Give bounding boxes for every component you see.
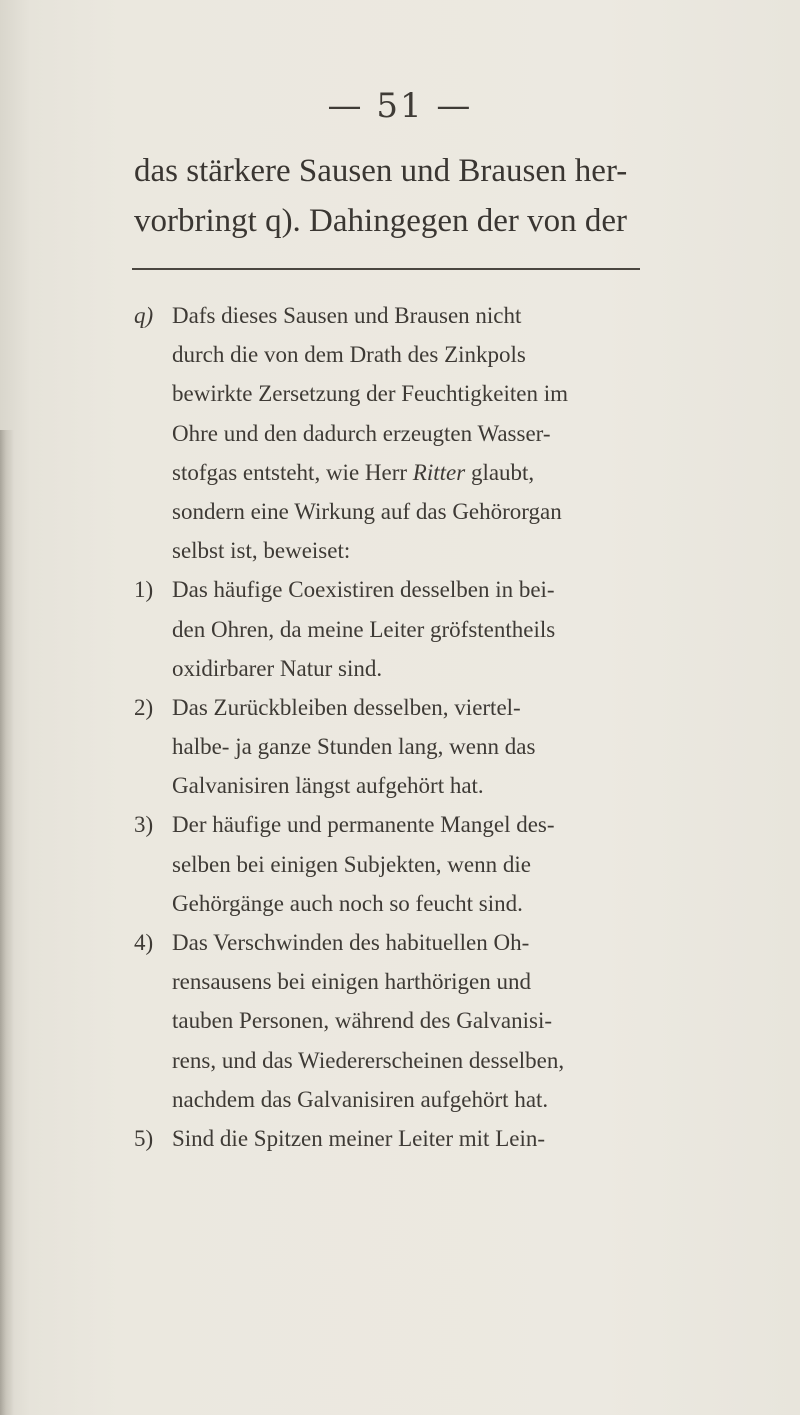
footnote-list-item <box>134 688 674 727</box>
footnote-continuation-line: selben bei einigen Subjekten, wenn die <box>172 851 531 877</box>
footnote-text: glaubt, <box>465 459 535 485</box>
footnote-marker: q) <box>134 303 154 328</box>
footnote-marker: 3) <box>134 812 154 838</box>
footnote-marker: 2) <box>134 694 154 720</box>
footnote-first-line <box>134 296 674 335</box>
footnote-separator-rule <box>132 268 640 270</box>
footnote-list-item <box>134 923 674 962</box>
footnote-continuation-line: Gehörgänge auch noch so feucht sind. <box>172 890 523 916</box>
footnote-text: Das Zurückbleiben desselben, viertel- <box>172 694 521 720</box>
footnote-continuation-line <box>134 453 674 492</box>
main-text-line: das stärkere Sausen und Brausen her- <box>134 153 628 189</box>
footnote-continuation-line: Galvanisiren längst aufgehört hat. <box>172 773 484 799</box>
footnote-text: Das häufige Coexistiren desselben in bei- <box>172 577 555 603</box>
footnote-list-item <box>134 805 674 844</box>
footnote-continuation-line: halbe- ja ganze Stunden lang, wenn das <box>172 734 536 760</box>
footnote-text: Der häufige und permanente Mangel des- <box>172 812 555 838</box>
main-text-line: vorbringt q). Dahingegen der von der <box>134 203 628 239</box>
footnote-continuation-line: tauben Personen, während des Galvanisi- <box>172 1008 553 1034</box>
footnote-continuation-line: oxidirbarer Natur sind. <box>172 655 383 681</box>
footnote-continuation-line: durch die von dem Drath des Zinkpols <box>172 342 526 368</box>
footnote-marker: 4) <box>134 930 154 955</box>
footnote-continuation-line: nachdem das Galvanisiren aufgehört hat. <box>172 1086 549 1112</box>
footnote-continuation-line: den Ohren, da meine Leiter gröfstentheils <box>172 616 556 642</box>
footnote-text: Das Verschwinden des habituellen Oh- <box>172 930 530 955</box>
footnote-continuation-line: sondern eine Wirkung auf das Gehörorgan <box>172 498 562 524</box>
page-gutter-shadow <box>0 430 14 1415</box>
footnote-continuation-line: selbst ist, beweiset: <box>172 538 351 564</box>
footnote-continuation-line: bewirkte Zersetzung der Feuchtigkeiten im <box>172 381 568 407</box>
footnote-list-item <box>134 1119 674 1158</box>
footnote-text: Dafs dieses Sausen und Brausen nicht <box>172 303 522 328</box>
footnote-marker: 1) <box>134 577 154 603</box>
footnote-continuation-line: rens, und das Wiedererscheinen desselben, <box>172 1047 565 1073</box>
footnote-list-item <box>134 570 674 609</box>
footnote-continuation-line: rensausens bei einigen harthörigen und <box>172 969 531 995</box>
footnote-italic-name: Ritter <box>412 459 466 485</box>
footnote-marker: 5) <box>134 1125 154 1151</box>
footnote-text: Sind die Spitzen meiner Leiter mit Lein- <box>172 1125 546 1151</box>
page-number: — 51 — <box>327 86 473 126</box>
footnote-block <box>134 296 674 1158</box>
main-text-block <box>134 146 654 246</box>
footnote-continuation-line: Ohre und den dadurch erzeugten Wasser- <box>172 420 551 446</box>
footnote-text: stofgas entsteht, wie Herr <box>172 459 413 485</box>
